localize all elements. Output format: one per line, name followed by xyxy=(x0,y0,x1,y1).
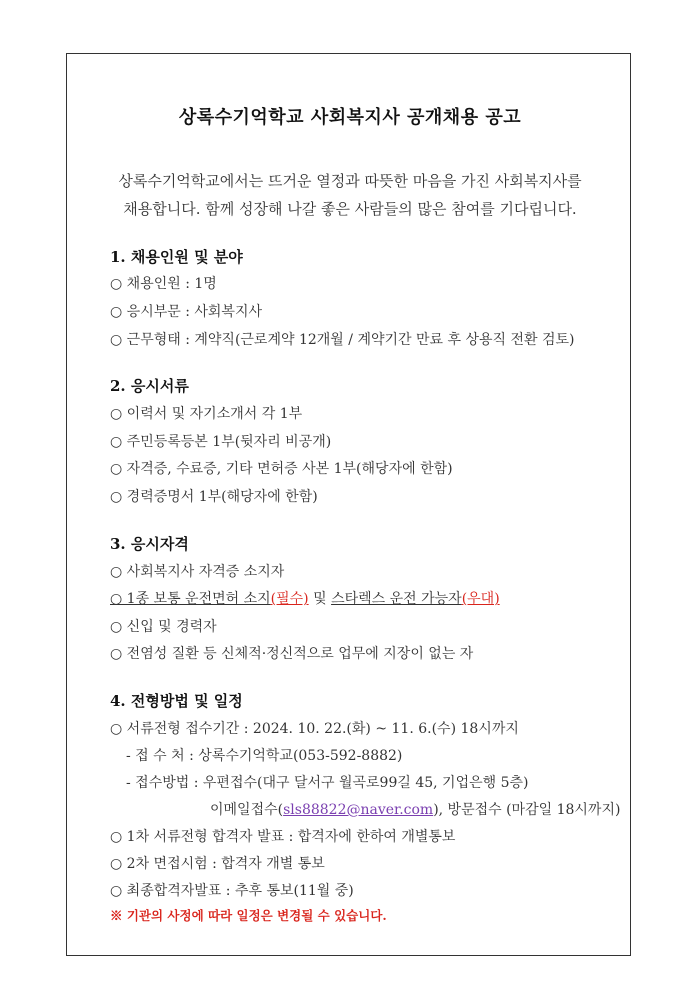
preferred-tag: (우대) xyxy=(461,591,500,607)
starex-text: 스타렉스 운전 가능자 xyxy=(331,591,462,607)
s3-item-experience: ○ 신입 및 경력자 xyxy=(110,619,217,635)
s4-item-first-result: ○ 1차 서류전형 합격자 발표 : 합격자에 한하여 개별통보 xyxy=(110,829,456,845)
section-2-heading: 2. 응시서류 xyxy=(110,377,189,395)
email-prefix: 이메일접수( xyxy=(210,802,284,818)
s1-item-employment-type: ○ 근무형태 : 계약직(근로계약 12개월 / 계약기간 만료 후 상용직 전환 검토) xyxy=(110,332,575,348)
s4-item-reception: - 접 수 처 : 상록수기억학교(053-592-8882) xyxy=(126,748,403,764)
s4-item-final-result: ○ 최종합격자발표 : 추후 통보(11월 중) xyxy=(110,883,354,899)
s2-item-resident-copy: ○ 주민등록등본 1부(뒷자리 비공개) xyxy=(110,434,332,450)
s4-item-interview: ○ 2차 면접시험 : 합격자 개별 통보 xyxy=(110,856,325,872)
s1-item-field: ○ 응시부문 : 사회복지사 xyxy=(110,304,262,320)
section-1-heading: 1. 채용인원 및 분야 xyxy=(110,248,243,266)
section-3-heading: 3. 응시자격 xyxy=(110,535,189,553)
s4-item-email-visit xyxy=(210,799,620,819)
s2-item-resume: ○ 이력서 및 자기소개서 각 1부 xyxy=(110,406,303,422)
s1-item-headcount: ○ 채용인원 : 1명 xyxy=(110,276,217,292)
s4-item-method: - 접수방법 : 우편접수(대구 달서구 월곡로99길 45, 기업은행 5층) xyxy=(126,775,529,791)
page-title: 상록수기억학교 사회복지사 공개채용 공고 xyxy=(178,107,522,128)
driving-license-text: ○ 1종 보통 운전면허 소지 xyxy=(110,591,271,607)
required-tag: (필수) xyxy=(270,591,309,607)
schedule-change-note: ※ 기관의 사정에 따라 일정은 변경될 수 있습니다. xyxy=(110,908,387,923)
s2-item-certificates: ○ 자격증, 수료증, 기타 면허증 사본 1부(해당자에 한함) xyxy=(110,461,453,477)
s3-item-license: ○ 사회복지사 자격증 소지자 xyxy=(110,564,285,580)
s3-item-health: ○ 전염성 질환 등 신체적·정신적으로 업무에 지장이 없는 자 xyxy=(110,646,474,662)
s2-item-career-cert: ○ 경력증명서 1부(해당자에 한함) xyxy=(110,489,318,505)
s4-item-application-period: ○ 서류전형 접수기간 : 2024. 10. 22.(화) ~ 11. 6.(수) 18시까지 xyxy=(110,721,519,737)
email-link[interactable]: sls88822@naver.com xyxy=(283,802,434,818)
section-4-heading: 4. 전형방법 및 일정 xyxy=(110,692,243,710)
intro-line-1: 상록수기억학교에서는 뜨거운 열정과 따뜻한 마음을 가진 사회복지사를 xyxy=(118,172,582,190)
intro-line-2: 채용합니다. 함께 성장해 나갈 좋은 사람들의 많은 참여를 기다립니다. xyxy=(123,200,577,218)
s3-item-driving xyxy=(110,588,500,608)
email-suffix: ), 방문접수 (마감일 18시까지) xyxy=(433,802,621,818)
conjunction-text: 및 xyxy=(308,591,332,607)
